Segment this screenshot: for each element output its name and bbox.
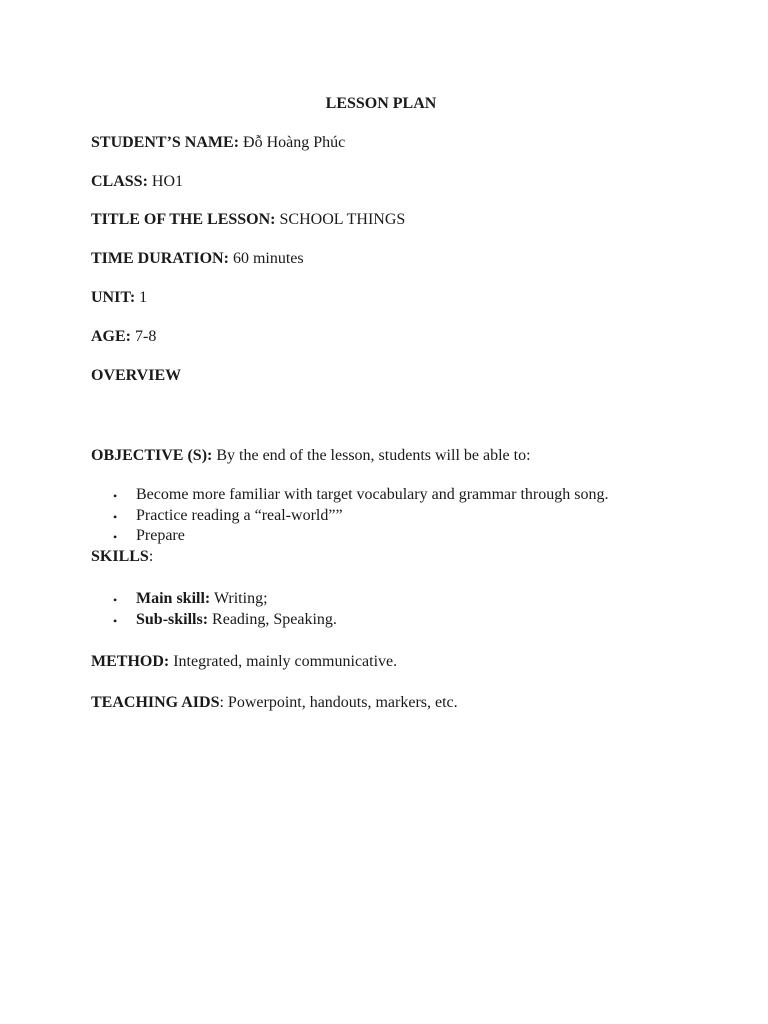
method-value: Integrated, mainly communicative. — [169, 653, 398, 670]
student-name-value: Đỗ Hoàng Phúc — [239, 134, 346, 151]
age-value: 7-8 — [131, 328, 157, 345]
skill-item-label: Main skill: — [136, 590, 211, 607]
skill-item-value: Reading, Speaking. — [208, 611, 337, 628]
unit-value: 1 — [135, 289, 148, 306]
method-line — [91, 652, 397, 672]
student-name-line — [91, 133, 345, 153]
objective-label: OBJECTIVE (S): — [91, 447, 213, 464]
skill-item-label: Sub-skills: — [136, 611, 209, 628]
class-label: CLASS: — [91, 173, 148, 190]
unit-label: UNIT: — [91, 289, 136, 306]
teaching-aids-line — [91, 693, 458, 713]
overview-heading: OVERVIEW — [91, 367, 182, 384]
class-line — [91, 172, 183, 192]
age-line — [91, 327, 156, 347]
lesson-title-value: SCHOOL THINGS — [275, 211, 406, 228]
bullet-icon: • — [113, 510, 118, 524]
method-label: METHOD: — [91, 653, 170, 670]
bullet-icon: • — [113, 593, 118, 607]
skills-label: SKILLS — [91, 548, 149, 565]
student-name-label: STUDENT’S NAME: — [91, 134, 240, 151]
objective-item: Practice reading a “real-world”” — [136, 507, 343, 524]
objective-item: Prepare — [136, 527, 185, 544]
skills-colon: : — [148, 548, 154, 565]
skill-item — [136, 610, 337, 630]
time-duration-label: TIME DURATION: — [91, 250, 229, 267]
class-value: HO1 — [147, 173, 184, 190]
time-duration-line — [91, 249, 304, 269]
skill-item — [136, 589, 268, 609]
objective-intro: By the end of the lesson, students will be able to: — [212, 447, 531, 464]
bullet-icon: • — [113, 530, 118, 544]
teaching-aids-label: TEACHING AIDS — [91, 694, 220, 711]
lesson-title-label: TITLE OF THE LESSON: — [91, 211, 276, 228]
bullet-icon: • — [113, 489, 118, 503]
objective-item: Become more familiar with target vocabulary and grammar through song. — [136, 486, 609, 503]
bullet-icon: • — [113, 614, 118, 628]
time-duration-value: 60 minutes — [228, 250, 304, 267]
document-title: LESSON PLAN — [325, 95, 437, 112]
lesson-title-line — [91, 210, 405, 230]
unit-line — [91, 288, 147, 308]
skill-item-value: Writing; — [210, 590, 268, 607]
age-label: AGE: — [91, 328, 131, 345]
objective-line — [91, 446, 531, 466]
skills-heading-line — [91, 547, 153, 567]
teaching-aids-value: : Powerpoint, handouts, markers, etc. — [219, 694, 458, 711]
